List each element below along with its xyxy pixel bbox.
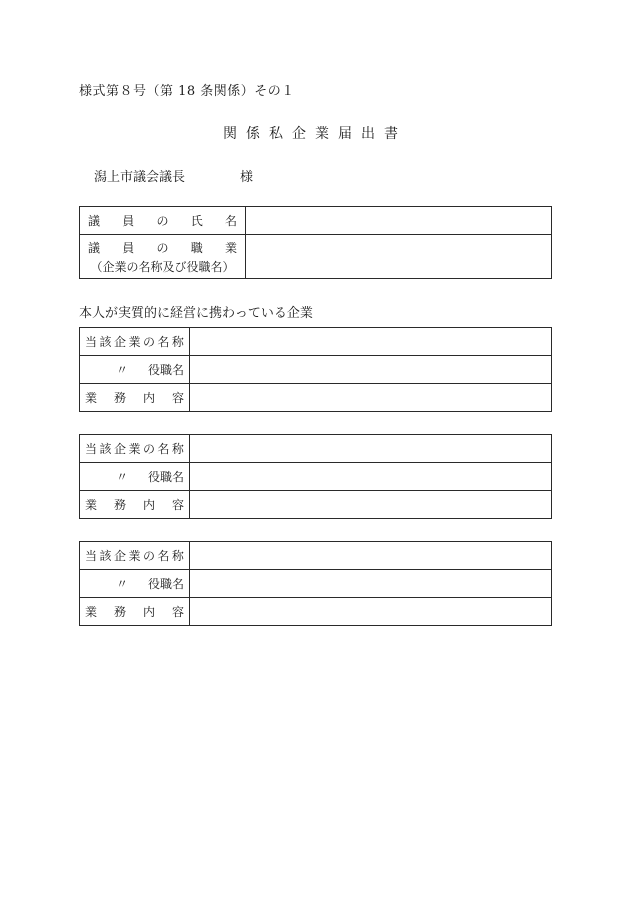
enterprise-position-label: 〃 役職名 (80, 570, 190, 598)
enterprise-position-label: 〃 役職名 (80, 356, 190, 384)
enterprise-name-field[interactable] (190, 328, 552, 356)
enterprise-name-label: 当 該 企 業 の 名 称 (80, 435, 190, 463)
member-name-field[interactable] (246, 207, 552, 235)
enterprise-business-label: 業 務 内 容 (80, 491, 190, 519)
enterprise-business-row (80, 384, 552, 412)
enterprise-position-row (80, 570, 552, 598)
enterprise-table-1 (79, 327, 552, 412)
enterprise-position-field[interactable] (190, 463, 552, 491)
enterprise-name-row (80, 542, 552, 570)
enterprise-business-field[interactable] (190, 491, 552, 519)
document-title: 関係私企業届出書 (223, 126, 407, 142)
enterprise-name-label: 当 該 企 業 の 名 称 (80, 542, 190, 570)
ditto-mark: 〃 (115, 577, 128, 591)
enterprise-business-row (80, 598, 552, 626)
member-name-row (80, 207, 552, 235)
enterprise-business-field[interactable] (190, 384, 552, 412)
member-job-field[interactable] (246, 235, 552, 279)
enterprise-position-row (80, 356, 552, 384)
honorific: 様 (240, 170, 254, 185)
form-number: 様式第８号（第 18 条関係）その１ (79, 84, 295, 99)
enterprise-table-2 (79, 434, 552, 519)
section-heading: 本人が実質的に経営に携わっている企業 (79, 306, 313, 321)
enterprise-name-label: 当 該 企 業 の 名 称 (80, 328, 190, 356)
enterprise-name-row (80, 435, 552, 463)
enterprise-business-field[interactable] (190, 598, 552, 626)
enterprise-name-row (80, 328, 552, 356)
ditto-mark: 〃 (115, 470, 128, 484)
addressee: 潟上市議会議長 (94, 170, 186, 185)
member-job-row (80, 235, 552, 279)
member-job-sub-label: （企業の名称及び役職名） (90, 259, 235, 274)
enterprise-name-field[interactable] (190, 435, 552, 463)
enterprise-name-field[interactable] (190, 542, 552, 570)
enterprise-position-row (80, 463, 552, 491)
member-job-label: 議 員 の 職 業 （企業の名称及び役職名） (80, 235, 246, 279)
ditto-mark: 〃 (115, 363, 128, 377)
enterprise-business-row (80, 491, 552, 519)
member-table (79, 206, 552, 279)
enterprise-table-3 (79, 541, 552, 626)
enterprise-position-field[interactable] (190, 570, 552, 598)
enterprise-business-label: 業 務 内 容 (80, 384, 190, 412)
enterprise-business-label: 業 務 内 容 (80, 598, 190, 626)
enterprise-position-field[interactable] (190, 356, 552, 384)
enterprise-position-label: 〃 役職名 (80, 463, 190, 491)
member-name-label: 議 員 の 氏 名 (80, 207, 246, 235)
